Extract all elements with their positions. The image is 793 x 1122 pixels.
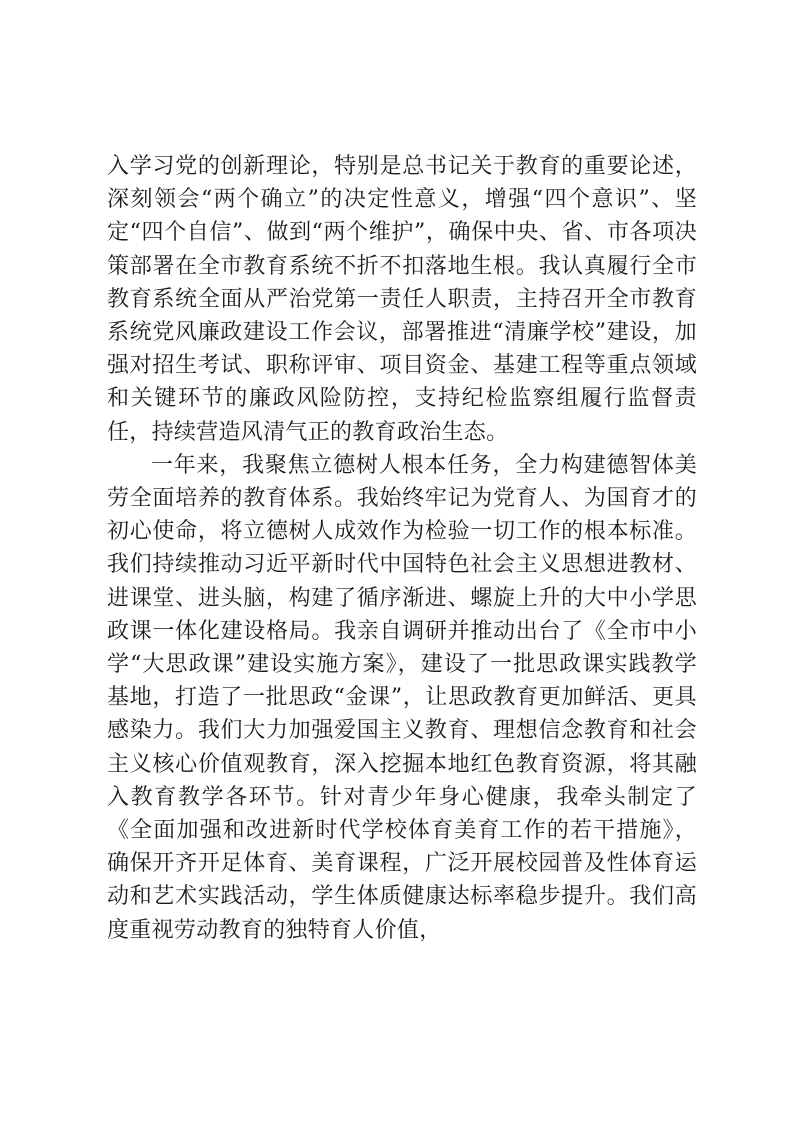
paragraph-2: 一年来，我聚焦立德树人根本任务，全力构建德智体美劳全面培养的教育体系。我始终牢记为党育人、为国育才的初心使命，将立德树人成效作为检验一切工作的根本标准。我们持续推动习近平新时代中国特色社会主义思想进教材、进课堂、进头脑，构建了循序渐进、螺旋上升的大中小学思政课一体化建设格局。我亲自调研并推动出台了《全市中小学“大思政课”建设实施方案》，建设了一批思政课实践教学基地，打造了一批思政“金课”，让思政教育更加鲜活、更具感染力。我们大力加强爱国主义教育、理想信念教育和社会主义核心价值观教育，深入挖掘本地红色教育资源，将其融入教育教学各环节。针对青少年身心健康，我牵头制定了《全面加强和改进新时代学校体育美育工作的若干措施》，确保开齐开足体育、美育课程，广泛开展校园普及性体育运动和艺术实践活动，学生体质健康达标率稳步提升。我们高度重视劳动教育的独特育人价值，	[107, 452, 697, 943]
body-text	[107, 150, 697, 947]
paragraph-1: 入学习党的创新理论，特别是总书记关于教育的重要论述，深刻领会“两个确立”的决定性意义，增强“四个意识”、坚定“四个自信”、做到“两个维护”，确保中央、省、市各项决策部署在全市教育系统不折不扣落地生根。我认真履行全市教育系统全面从严治党第一责任人职责，主持召开全市教育系统党风廉政建设工作会议，部署推进“清廉学校”建设，加强对招生考试、职称评审、项目资金、基建工程等重点领域和关键环节的廉政风险防控，支持纪检监察组履行监督责任，持续营造风清气正的教育政治生态。	[107, 154, 697, 445]
